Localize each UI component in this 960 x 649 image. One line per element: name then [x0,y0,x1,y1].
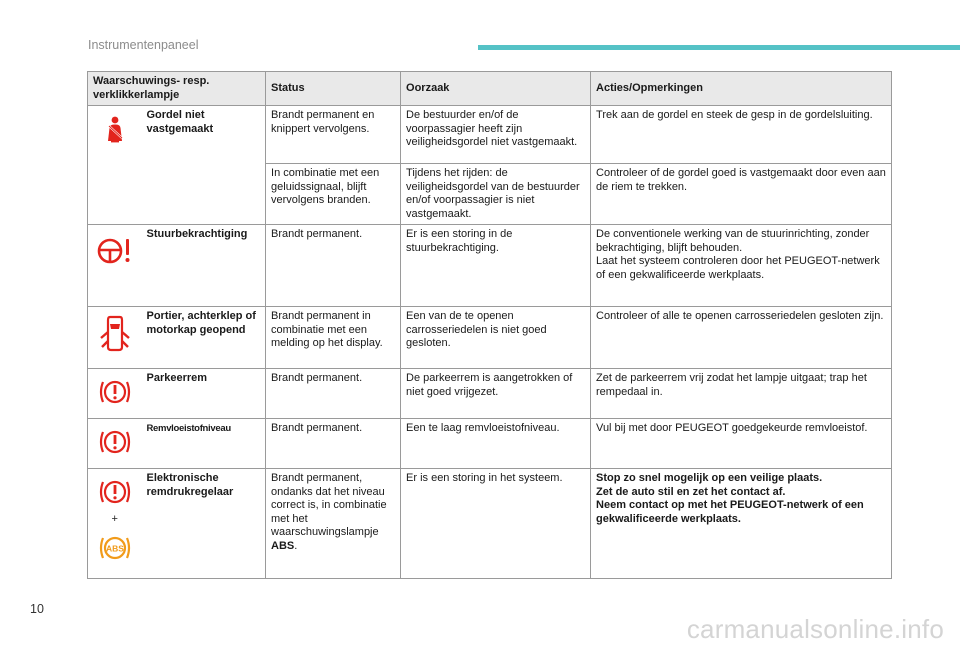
row-status: Brandt permanent en knippert vervolgens. [266,106,401,164]
row-action: Zet de parkeerrem vrij zodat het lampje uitgaat; trap het rempedaal in. [591,369,892,419]
row-status: Brandt permanent. [266,225,401,307]
watermark: carmanualsonline.info [686,614,944,644]
header-lamp: Waarschuwings- resp. verklikkerlampje [88,72,266,106]
row-name: Parkeerrem [142,369,266,419]
row-action: Controleer of de gordel goed is vastgemaakt door even aan de riem te trekken. [591,164,892,225]
row-cause: Tijdens het rijden: de veiligheidsgordel van de bestuurder en/of voorpassagier is niet vastgemaakt. [401,164,591,225]
section-title: Instrumentenpaneel [88,38,199,52]
brake-warning-icon [98,427,132,457]
row-cause: Een te laag remvloeistofniveau. [401,419,591,469]
row-status: In combinatie met een geluidssignaal, blijft vervolgens branden. [266,164,401,225]
plus-sign: + [111,513,118,525]
brake-warning-icon [98,377,132,407]
svg-text:ABS: ABS [105,543,124,553]
brake-warning-icon [98,477,132,507]
row-status: Brandt permanent in combinatie met een melding op het display. [266,307,401,369]
page-number: 10 [30,602,44,616]
row-status: Brandt permanent, ondanks dat het niveau correct is, in combinatie met het waarschuwingslampje ABS. [266,469,401,579]
abs-icon [98,533,132,563]
row-action: Controleer of alle te openen carrosseriedelen gesloten zijn. [591,307,892,369]
row-action: Stop zo snel mogelijk op een veilige plaats. Zet de auto stil en zet het contact af. Neem contact op met het PEUGEOT-netwerk of een gekwalificeerde werkplaats. [591,469,892,579]
row-action: De conventionele werking van de stuurinrichting, zonder bekrachtiging, blijft behouden. Laat het systeem controleren door het PEUGEOT-netwerk of een gekwalificeerde werkplaats. [591,225,892,307]
row-action: Vul bij met door PEUGEOT goedgekeurde remvloeistof. [591,419,892,469]
row-action: Trek aan de gordel en steek de gesp in de gordelsluiting. [591,106,892,164]
row-name: Remvloeistofniveau [146,423,231,434]
row-name: Gordel niet vastgemaakt [142,106,266,225]
header-accent-bar [478,45,960,50]
row-cause: Er is een storing in de stuurbekrachtiging. [401,225,591,307]
row-status: Brandt permanent. [266,369,401,419]
row-cause: Er is een storing in het systeem. [401,469,591,579]
header-cause: Oorzaak [401,72,591,106]
open-door-icon [98,313,132,353]
header-status: Status [266,72,401,106]
row-status: Brandt permanent. [266,419,401,469]
table-row [88,307,892,369]
row-cause: De bestuurder en/of de voorpassagier heeft zijn veiligheidsgordel niet vastgemaakt. [401,106,591,164]
row-name: Stuurbekrachtiging [142,225,266,307]
warning-lamp-table [87,71,892,579]
row-cause: Een van de te openen carrosseriedelen is niet goed gesloten. [401,307,591,369]
seatbelt-icon [100,114,130,144]
table-row [88,106,892,164]
table-row [88,469,892,579]
header-actions: Acties/Opmerkingen [591,72,892,106]
table-row [88,225,892,307]
row-name: Elektronische remdrukregelaar [142,469,266,579]
steering-wheel-warning-icon [95,235,135,267]
table-row [88,369,892,419]
row-name: Portier, achterklep of motorkap geopend [142,307,266,369]
table-row [88,419,892,469]
row-cause: De parkeerrem is aangetrokken of niet goed vrijgezet. [401,369,591,419]
table-header-row [88,72,892,106]
